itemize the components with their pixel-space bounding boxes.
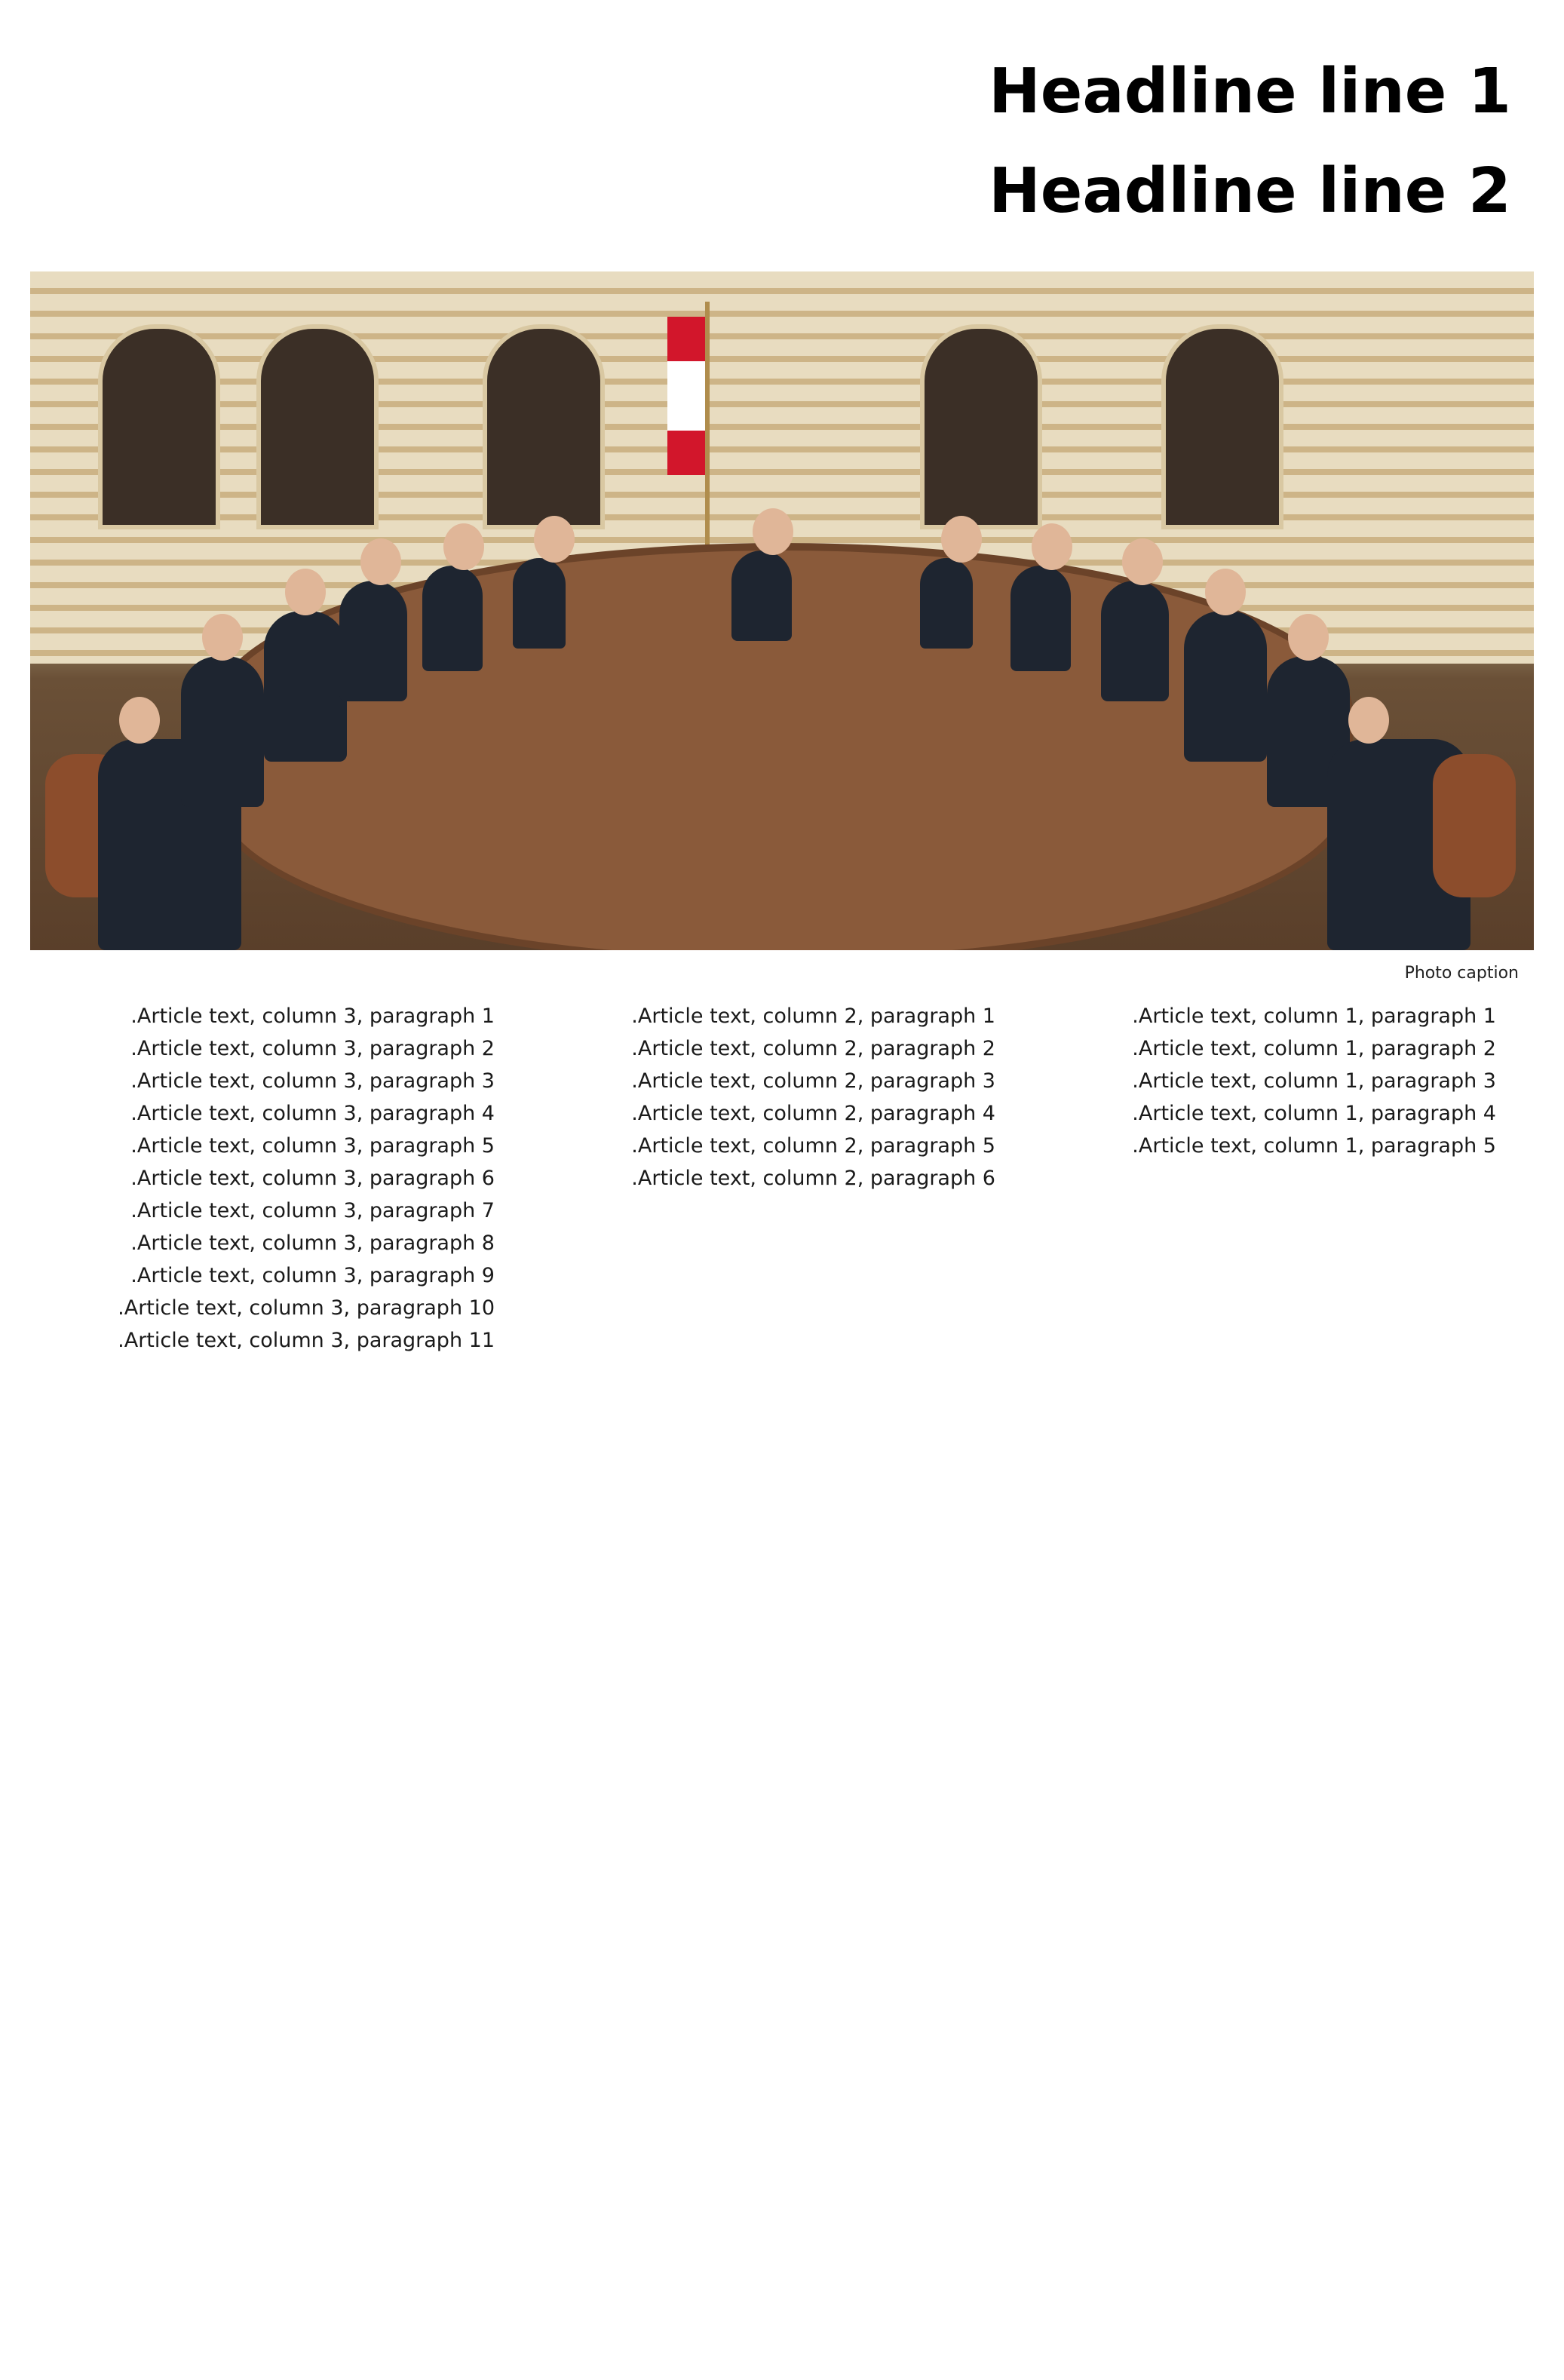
article-paragraph: Article text, column 1, paragraph 2. xyxy=(1132,1037,1496,1060)
article-columns xyxy=(30,1002,1534,1359)
article-paragraph: Article text, column 3, paragraph 4. xyxy=(130,1102,495,1125)
article-paragraph: Article text, column 2, paragraph 4. xyxy=(631,1102,995,1125)
headline-line-2: Headline line 2 xyxy=(989,155,1511,227)
article-paragraph: Article text, column 2, paragraph 5. xyxy=(631,1134,995,1158)
article-paragraph: Article text, column 2, paragraph 3. xyxy=(631,1069,995,1093)
article-paragraph: Article text, column 2, paragraph 2. xyxy=(631,1037,995,1060)
person xyxy=(1101,581,1169,701)
photo-caption: Photo caption xyxy=(1404,964,1519,983)
person xyxy=(339,581,407,701)
article-paragraph: Article text, column 1, paragraph 5. xyxy=(1132,1134,1496,1158)
article-paragraph: Article text, column 3, paragraph 6. xyxy=(130,1167,495,1190)
article-paragraph: Article text, column 3, paragraph 2. xyxy=(130,1037,495,1060)
article-paragraph: Article text, column 3, paragraph 5. xyxy=(130,1134,495,1158)
person xyxy=(264,611,347,762)
article-paragraph: Article text, column 1, paragraph 4. xyxy=(1132,1102,1496,1125)
article-paragraph: Article text, column 1, paragraph 3. xyxy=(1132,1069,1496,1093)
article-paragraph: Article text, column 2, paragraph 6. xyxy=(631,1167,995,1190)
article-paragraph: Article text, column 3, paragraph 11. xyxy=(118,1329,495,1352)
person xyxy=(513,558,566,649)
person xyxy=(1010,566,1071,671)
person xyxy=(920,558,973,649)
photo-people xyxy=(30,498,1534,950)
person xyxy=(422,566,483,671)
article-headline xyxy=(30,42,1534,241)
article-paragraph: Article text, column 2, paragraph 1. xyxy=(631,1004,995,1028)
cabinet-meeting-photo xyxy=(30,271,1534,950)
article-paragraph: Article text, column 3, paragraph 1. xyxy=(130,1004,495,1028)
person xyxy=(1184,611,1267,762)
article-paragraph: Article text, column 3, paragraph 3. xyxy=(130,1069,495,1093)
chair xyxy=(1433,754,1516,897)
person xyxy=(731,551,792,641)
lebanese-flag xyxy=(667,317,705,475)
article-paragraph: Article text, column 3, paragraph 9. xyxy=(130,1264,495,1287)
article-column xyxy=(1047,1002,1519,1359)
article-column xyxy=(546,1002,1018,1359)
article-paragraph: Article text, column 1, paragraph 1. xyxy=(1132,1004,1496,1028)
headline-line-1: Headline line 1 xyxy=(989,56,1511,127)
person xyxy=(181,656,264,807)
article-paragraph: Article text, column 3, paragraph 10. xyxy=(118,1296,495,1320)
article-column xyxy=(45,1002,517,1359)
article-paragraph: Article text, column 3, paragraph 7. xyxy=(130,1199,495,1222)
article-paragraph: Article text, column 3, paragraph 8. xyxy=(130,1231,495,1255)
